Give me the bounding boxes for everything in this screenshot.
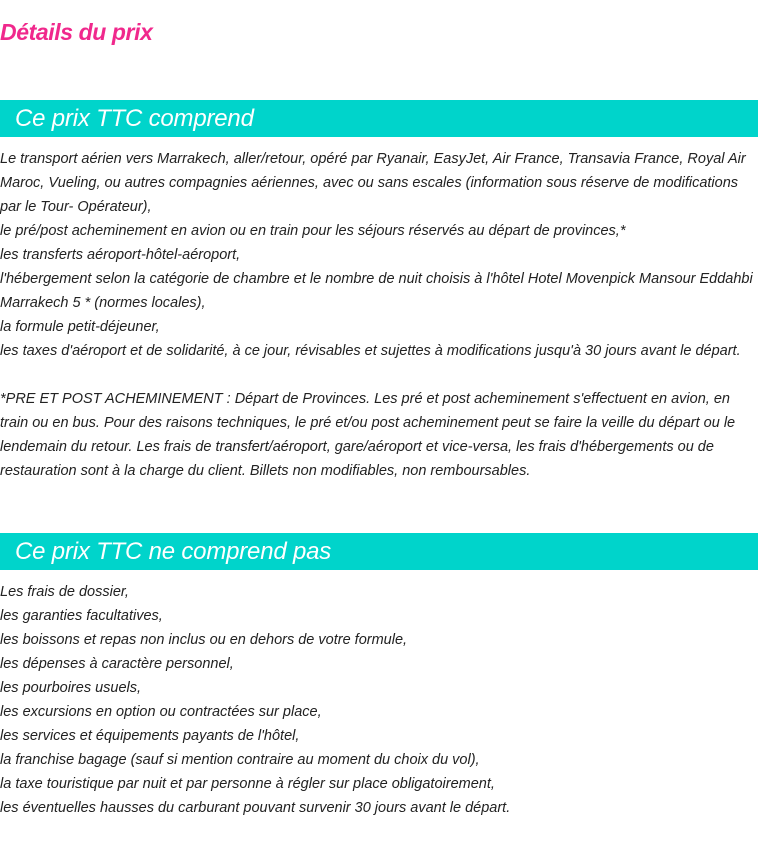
included-section-header [0, 100, 758, 137]
excluded-section-title: Ce prix TTC ne comprend pas [15, 538, 332, 565]
excluded-section-body [0, 580, 758, 820]
paragraph-spacer [0, 363, 758, 387]
included-item: Le transport aérien vers Marrakech, aller/retour, opéré par Ryanair, EasyJet, Air France, Transavia France, Royal Air Maroc, Vueling, ou autres compagnies aériennes, avec ou sans escales (information sous réserve de modifications par le Tour- Opérateur), [0, 151, 746, 215]
included-item: le pré/post acheminement en avion ou en train pour les séjours réservés au départ de provinces,* [0, 223, 626, 239]
included-item: les taxes d'aéroport et de solidarité, à ce jour, révisables et sujettes à modifications jusqu'à 30 jours avant le départ. [0, 343, 741, 359]
excluded-item: la franchise bagage (sauf si mention contraire au moment du choix du vol), [0, 752, 480, 768]
excluded-item: les dépenses à caractère personnel, [0, 656, 234, 672]
included-item: les transferts aéroport-hôtel-aéroport, [0, 247, 241, 263]
included-item: l'hébergement selon la catégorie de chambre et le nombre de nuit choisis à l'hôtel Hotel Movenpick Mansour Eddahbi Marrakech 5 * (normes locales), [0, 271, 753, 311]
excluded-item: les excursions en option ou contractées sur place, [0, 704, 322, 720]
excluded-item: les boissons et repas non inclus ou en dehors de votre formule, [0, 632, 408, 648]
acheminement-footnote: *PRE ET POST ACHEMINEMENT : Départ de Provinces. Les pré et post acheminement s'effectuent en avion, en train ou en bus. Pour des raisons techniques, le pré et/ou post acheminement peut se faire la veille du départ ou le lendemain du retour. Les frais de transfert/aéroport, gare/aéroport et vice-versa, les frais d'hébergements ou de restauration sont à la charge du client. Billets non modifiables, non remboursables. [0, 391, 736, 479]
excluded-item: les services et équipements payants de l'hôtel, [0, 728, 300, 744]
included-section-title: Ce prix TTC comprend [15, 105, 254, 132]
included-item: la formule petit-déjeuner, [0, 319, 160, 335]
excluded-item: la taxe touristique par nuit et par personne à régler sur place obligatoirement, [0, 776, 495, 792]
included-section-body [0, 147, 758, 483]
excluded-item: les pourboires usuels, [0, 680, 142, 696]
excluded-item: Les frais de dossier, [0, 584, 129, 600]
excluded-item: les éventuelles hausses du carburant pouvant survenir 30 jours avant le départ. [0, 800, 511, 816]
excluded-section-header [0, 533, 758, 570]
excluded-item: les garanties facultatives, [0, 608, 163, 624]
page-title: Détails du prix [0, 19, 153, 45]
